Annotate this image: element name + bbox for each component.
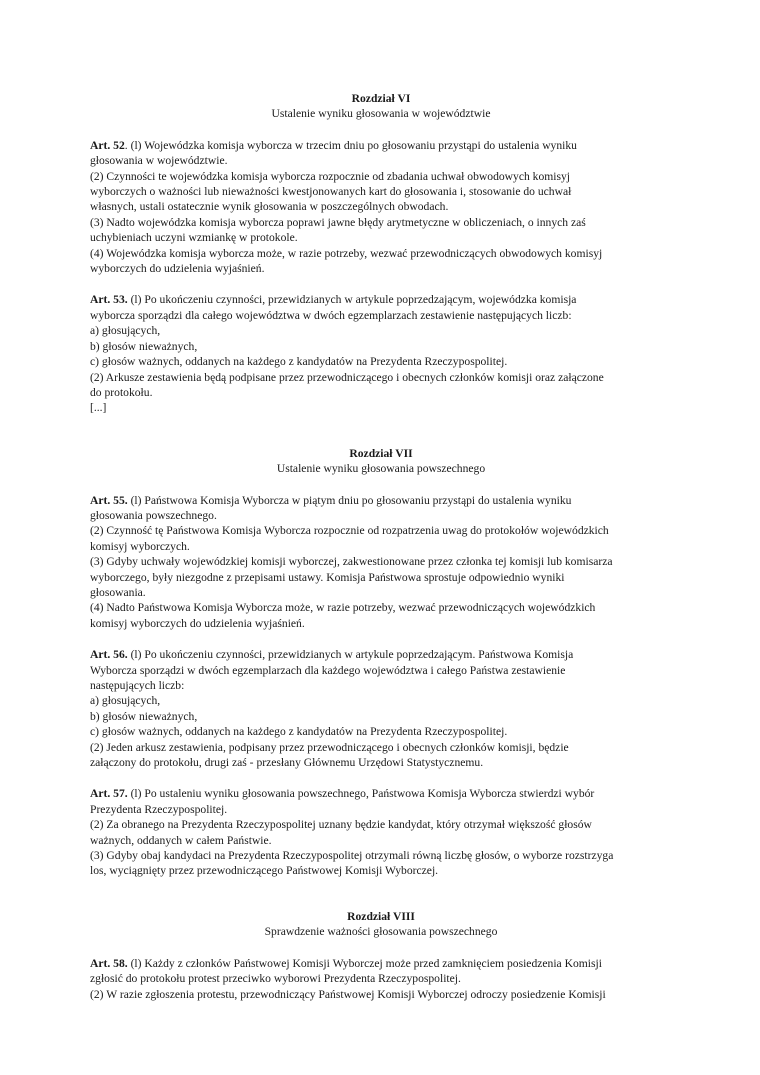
- document-page: [90, 91, 672, 1002]
- chapter-heading: [90, 446, 672, 477]
- article-line: (3) Gdyby obaj kandydaci na Prezydenta Rzeczypospolitej otrzymali równą liczbę głosów, o wyborze rozstrzyga: [90, 849, 614, 863]
- article-number: Art. 52: [90, 138, 125, 152]
- article-line: komisyj wyborczych.: [90, 539, 190, 553]
- article-line: Wyborcza sporządzi w dwóch egzemplarzach dla każdego województwa i całego Państwa zestawienie: [90, 663, 566, 677]
- article-line: załączony do protokołu, drugi zaś - przesłany Głównemu Urzędowi Statystycznemu.: [90, 756, 484, 770]
- article-line: (2) Czynność tę Państwowa Komisja Wyborcza rozpocznie od rozpatrzenia uwag do protokołów wojewódzkich: [90, 524, 609, 538]
- article-line: głosowania powszechnego.: [90, 508, 217, 522]
- article-number: Art. 55.: [90, 493, 128, 507]
- article-line: Prezydenta Rzeczypospolitej.: [90, 802, 228, 816]
- article-line: uchybieniach uczyni wzmiankę w protokole.: [90, 231, 298, 245]
- article-line: b) głosów nieważnych,: [90, 709, 198, 723]
- article-line: a) głosujących,: [90, 694, 161, 708]
- article-line: c) głosów ważnych, oddanych na każdego z kandydatów na Prezydenta Rzeczypospolitej.: [90, 355, 508, 369]
- article-number: Art. 57.: [90, 787, 128, 801]
- article-line: wyborczego, były niezgodne z przepisami ustawy. Komisja Państwowa sprostuje odpowiednio wyniki: [90, 570, 565, 584]
- article-line: (l) Po ustaleniu wyniku głosowania powszechnego, Państwowa Komisja Wyborcza stwierdzi wybór: [127, 787, 595, 801]
- article-56: [90, 647, 672, 770]
- article-line: (2) Jeden arkusz zestawienia, podpisany przez przewodniczącego i obecnych członków komisji, będzie: [90, 740, 569, 754]
- article-line: (3) Nadto wojewódzka komisja wyborcza poprawi jawne błędy arytmetyczne w obliczeniach, o innych zaś: [90, 215, 586, 229]
- article-line: własnych, ustali ostatecznie wynik głosowania w poszczególnych obwodach.: [90, 200, 449, 214]
- chapter-subtitle: Ustalenie wyniku głosowania powszechnego: [276, 462, 486, 476]
- article-line: zgłosić do protokołu protest przeciwko wyborowi Prezydenta Rzeczypospolitej.: [90, 972, 461, 986]
- article-line: (2) W razie zgłoszenia protestu, przewodniczący Państwowej Komisji Wyborczej odroczy posiedzenie Komisji: [90, 987, 606, 1001]
- article-number: Art. 53.: [90, 293, 128, 307]
- chapter-title: Rozdział VI: [351, 92, 411, 105]
- article-55: [90, 493, 672, 632]
- article-line: b) głosów nieważnych,: [90, 339, 198, 353]
- article-line: (4) Nadto Państwowa Komisja Wyborcza może, w razie potrzeby, wezwać przewodniczących wojewódzkich: [90, 601, 596, 615]
- article-line: [...]: [90, 401, 107, 415]
- article-line: (4) Wojewódzka komisja wyborcza może, w razie potrzeby, wezwać przewodniczących obwodowych komisyj: [90, 246, 603, 260]
- chapter-title: Rozdział VIII: [347, 909, 415, 923]
- article-line: (2) Czynności te wojewódzka komisja wyborcza rozpocznie od zbadania uchwał obwodowych komisyj: [90, 169, 571, 183]
- article-line: wyborczych do udzielenia wyjaśnień.: [90, 262, 265, 276]
- article-number: Art. 56.: [90, 648, 128, 662]
- article-line: c) głosów ważnych, oddanych na każdego z kandydatów na Prezydenta Rzeczypospolitej.: [90, 725, 508, 739]
- article-line: komisyj wyborczych do udzielenia wyjaśnień.: [90, 616, 305, 630]
- article-line: (2) Arkusze zestawienia będą podpisane przez przewodniczącego i obecnych członków komisji oraz załączone: [90, 370, 604, 384]
- article-line: (l) Po ukończeniu czynności, przewidzianych w artykule poprzedzającym. Państwowa Komisja: [127, 648, 574, 662]
- article-line: wyborczych o ważności lub nieważności kwestjonowanych kart do głosowania i, stosowanie do uchwał: [90, 185, 572, 199]
- article-line: los, wyciągnięty przez przewodniczącego Państwowej Komisji Wyborczej.: [90, 864, 439, 878]
- article-line: (l) Po ukończeniu czynności, przewidzianych w artykule poprzedzającym, wojewódzka komisja: [127, 293, 577, 307]
- article-line: do protokołu.: [90, 385, 153, 399]
- chapter-subtitle: Ustalenie wyniku głosowania w województwie: [271, 107, 491, 121]
- article-line: wyborcza sporządzi dla całego województwa w dwóch egzemplarzach zestawienie następujących liczb:: [90, 308, 572, 322]
- article-line: (3) Gdyby uchwały wojewódzkiej komisji wyborczej, zakwestionowane przez członka tej komisji lub komisarza: [90, 555, 613, 569]
- article-58: [90, 956, 672, 1002]
- article-number: Art. 58.: [90, 956, 128, 970]
- article-line: głosowania w województwie.: [90, 154, 228, 168]
- article-line: ważnych, oddanych w całem Państwie.: [90, 833, 272, 847]
- article-line: (l) Każdy z członków Państwowej Komisji Wyborczej może przed zamknięciem posiedzenia Komisji: [127, 956, 602, 970]
- chapter-heading: [90, 91, 672, 122]
- article-line: (2) Za obranego na Prezydenta Rzeczypospolitej uznany będzie kandydat, który otrzymał większość głosów: [90, 818, 592, 832]
- article-52: [90, 138, 672, 277]
- article-57: [90, 786, 672, 878]
- article-line: . (l) Wojewódzka komisja wyborcza w trzecim dniu po głosowaniu przystąpi do ustalenia wyniku: [124, 138, 577, 152]
- article-line: głosowania.: [90, 585, 146, 599]
- chapter-title: Rozdział VII: [349, 446, 413, 460]
- chapter-heading: [90, 909, 672, 940]
- article-line: (l) Państwowa Komisja Wyborcza w piątym dniu po głosowaniu przystąpi do ustalenia wyniku: [127, 493, 572, 507]
- article-line: następujących liczb:: [90, 679, 185, 692]
- article-line: a) głosujących,: [90, 324, 161, 338]
- chapter-subtitle: Sprawdzenie ważności głosowania powszechnego: [264, 925, 498, 939]
- article-53: [90, 292, 672, 415]
